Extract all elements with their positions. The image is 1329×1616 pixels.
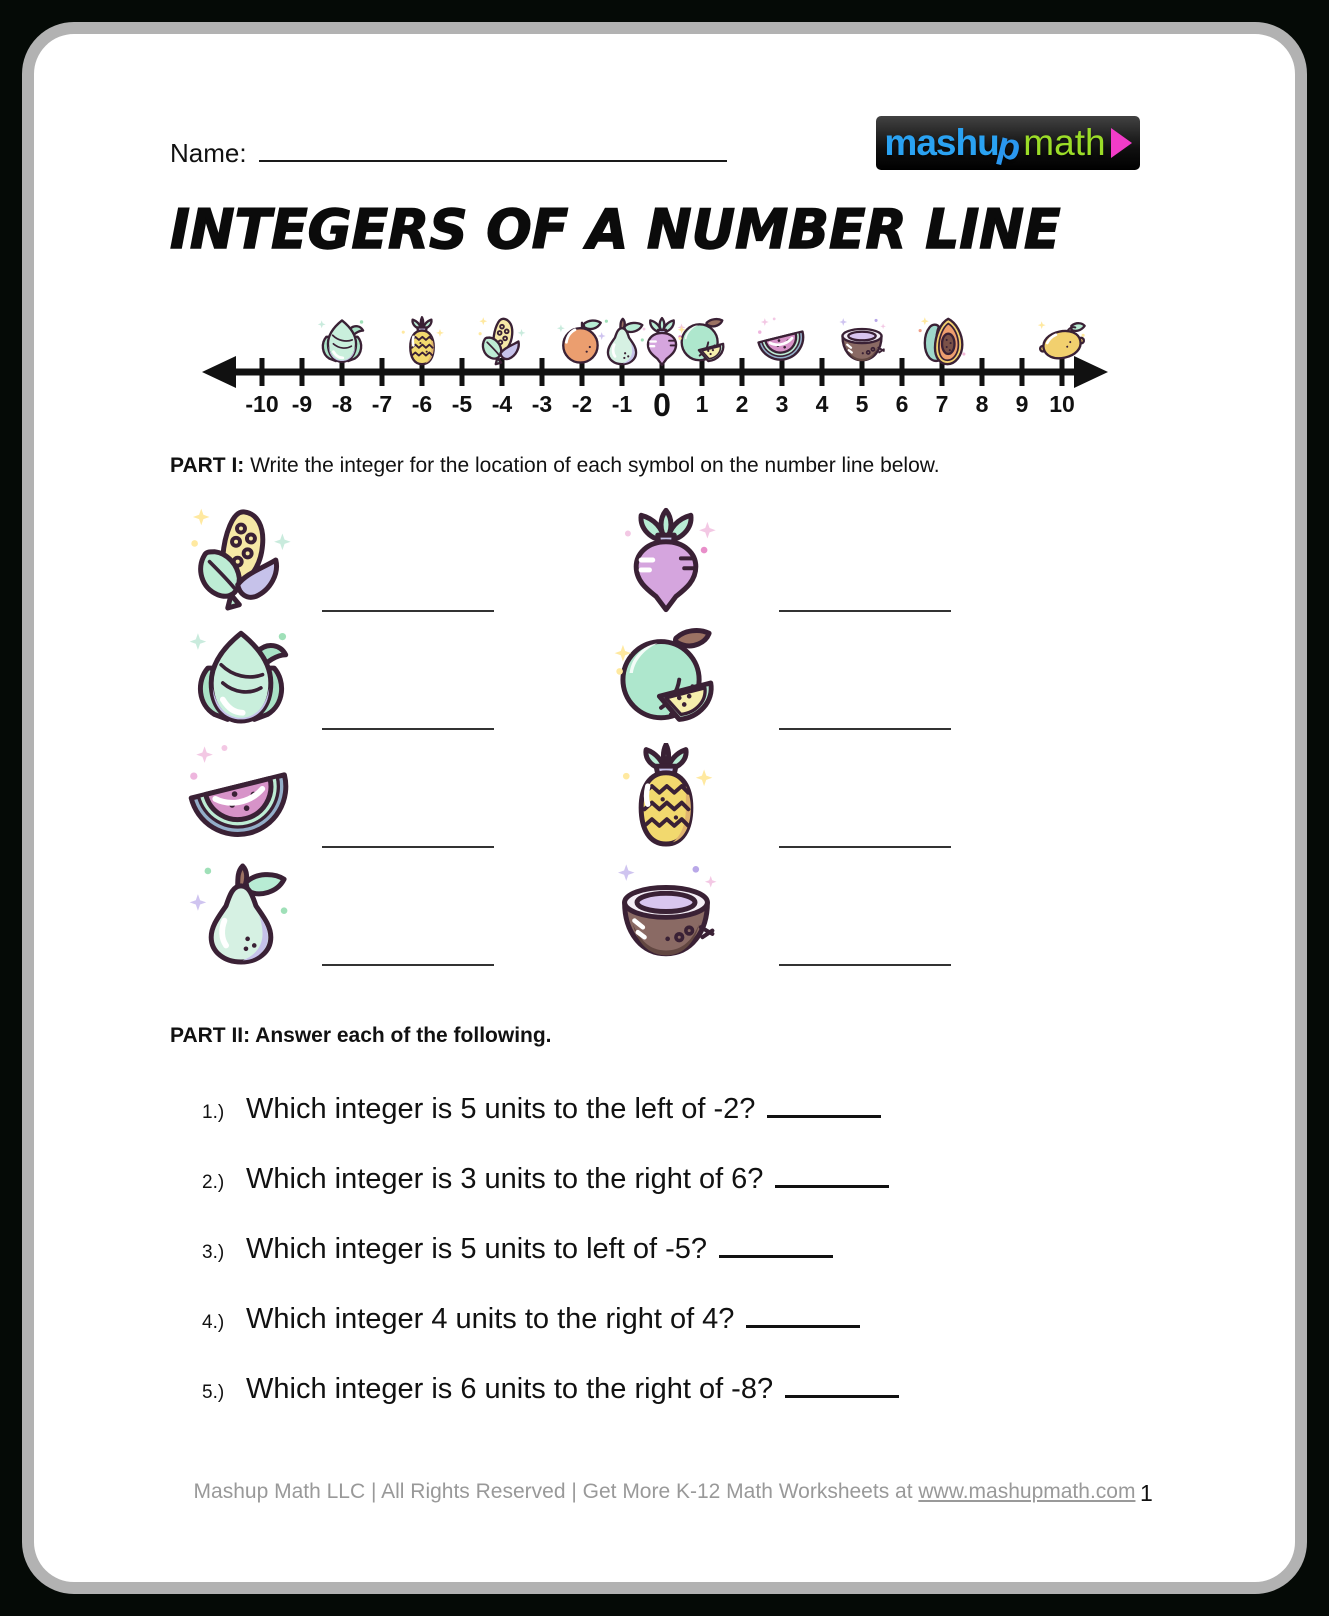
question-text: Which integer 4 units to the right of 4? xyxy=(246,1303,735,1335)
orange-icon xyxy=(557,321,601,363)
page-title: INTEGERS OF A NUMBER LINE xyxy=(170,198,1061,261)
tick-label: 8 xyxy=(975,391,989,417)
question-number: 1.) xyxy=(202,1102,225,1123)
worksheet-page xyxy=(22,22,1307,1594)
tick-label: 7 xyxy=(935,391,949,417)
answer-blank[interactable] xyxy=(779,728,951,730)
tick-label: -1 xyxy=(611,391,633,417)
footer xyxy=(34,1480,1295,1504)
answer-blank[interactable] xyxy=(767,1111,881,1118)
left-arrow-icon xyxy=(202,356,236,388)
question-row xyxy=(202,1074,1162,1144)
question-row xyxy=(202,1214,1162,1284)
watermelon-icon xyxy=(188,740,294,852)
answer-blank[interactable] xyxy=(779,610,951,612)
answer-blank[interactable] xyxy=(779,846,951,848)
answer-blank[interactable] xyxy=(719,1251,833,1258)
corn-icon xyxy=(188,504,294,616)
question-text: Which integer is 3 units to the right of 6? xyxy=(246,1163,764,1195)
watermelon-icon xyxy=(758,317,808,364)
mashupmath-logo xyxy=(876,116,1140,170)
tick-label: -7 xyxy=(371,391,393,417)
cabbage-icon xyxy=(188,622,294,734)
question-text: Which integer is 5 units to left of -5? xyxy=(246,1233,707,1265)
tick-label: 9 xyxy=(1015,391,1029,417)
question-text: Which integer is 5 units to the left of -2? xyxy=(246,1093,756,1125)
question-number: 4.) xyxy=(202,1312,225,1333)
right-arrow-icon xyxy=(1074,356,1108,388)
part2-heading: PART II: Answer each of the following. xyxy=(170,1024,552,1047)
question-number: 5.) xyxy=(202,1382,225,1403)
melon-icon xyxy=(613,622,719,734)
part1-heading-label: PART I: xyxy=(170,454,245,477)
answer-blank[interactable] xyxy=(746,1321,860,1328)
logo-text-mashu: mashu xyxy=(884,122,999,163)
part1-item xyxy=(188,734,613,852)
question-row xyxy=(202,1354,1162,1424)
tick-label: 6 xyxy=(895,391,909,417)
radish-icon xyxy=(613,504,719,616)
footer-link[interactable]: www.mashupmath.com xyxy=(918,1480,1136,1503)
footer-text: Mashup Math LLC | All Rights Reserved | Get More K-12 Math Worksheets at xyxy=(193,1480,919,1503)
part1-item xyxy=(188,498,613,616)
part1-item xyxy=(613,498,951,616)
corn-icon xyxy=(479,317,526,364)
logo-text-p: p xyxy=(993,123,1026,170)
answer-blank[interactable] xyxy=(785,1391,899,1398)
tick-label: -9 xyxy=(291,391,313,417)
pineapple-icon xyxy=(613,740,719,852)
logo-play-arrow-icon xyxy=(1111,128,1132,158)
tick-label: -2 xyxy=(571,391,593,417)
coconut-icon xyxy=(839,318,885,361)
tick-label: -10 xyxy=(245,391,279,417)
tick-label: 5 xyxy=(855,391,869,417)
part1-item xyxy=(613,616,951,734)
tick-label: -3 xyxy=(531,391,553,417)
tick-label: -5 xyxy=(451,391,473,417)
tick-label: -8 xyxy=(331,391,353,417)
answer-blank[interactable] xyxy=(322,610,494,612)
answer-blank[interactable] xyxy=(322,846,494,848)
tick-label: 1 xyxy=(695,391,709,417)
part1-item xyxy=(188,852,613,970)
part1-heading-text: Write the integer for the location of each symbol on the number line below. xyxy=(244,454,940,477)
answer-blank[interactable] xyxy=(322,728,494,730)
tick-label: -4 xyxy=(491,391,513,417)
tick-label: 3 xyxy=(775,391,789,417)
lemon-icon xyxy=(1037,321,1086,362)
part1-item xyxy=(188,616,613,734)
question-number: 3.) xyxy=(202,1242,225,1263)
answer-blank[interactable] xyxy=(322,964,494,966)
question-list xyxy=(202,1074,1162,1424)
question-number: 2.) xyxy=(202,1172,225,1193)
part1-item xyxy=(613,734,951,852)
part1-column-right xyxy=(613,498,951,970)
question-text: Which integer is 6 units to the right of -8? xyxy=(246,1373,774,1405)
logo-text-math: math xyxy=(1023,122,1106,163)
question-row xyxy=(202,1284,1162,1354)
name-label: Name: xyxy=(170,138,247,168)
part1-grid xyxy=(188,498,951,970)
melon-icon xyxy=(678,319,724,361)
radish-icon xyxy=(643,318,686,365)
name-row xyxy=(170,138,727,169)
answer-blank[interactable] xyxy=(775,1181,889,1188)
name-input-line[interactable] xyxy=(259,158,727,162)
papaya-icon xyxy=(919,317,966,364)
pear-icon xyxy=(188,858,294,970)
part1-column-left xyxy=(188,498,613,970)
tick-label: -6 xyxy=(411,391,433,417)
number-line xyxy=(172,302,1112,420)
cabbage-icon xyxy=(318,320,363,362)
part1-item xyxy=(613,852,951,970)
page-number: 1 xyxy=(1140,1480,1153,1506)
answer-blank[interactable] xyxy=(779,964,951,966)
tick-label: 10 xyxy=(1049,391,1075,417)
pear-icon xyxy=(598,319,644,364)
pineapple-icon xyxy=(402,317,444,364)
tick-label: 2 xyxy=(735,391,749,417)
part1-heading xyxy=(170,454,940,478)
coconut-icon xyxy=(613,858,719,970)
tick-label: 4 xyxy=(815,391,829,417)
question-row xyxy=(202,1144,1162,1214)
tick-label: 0 xyxy=(653,387,671,420)
